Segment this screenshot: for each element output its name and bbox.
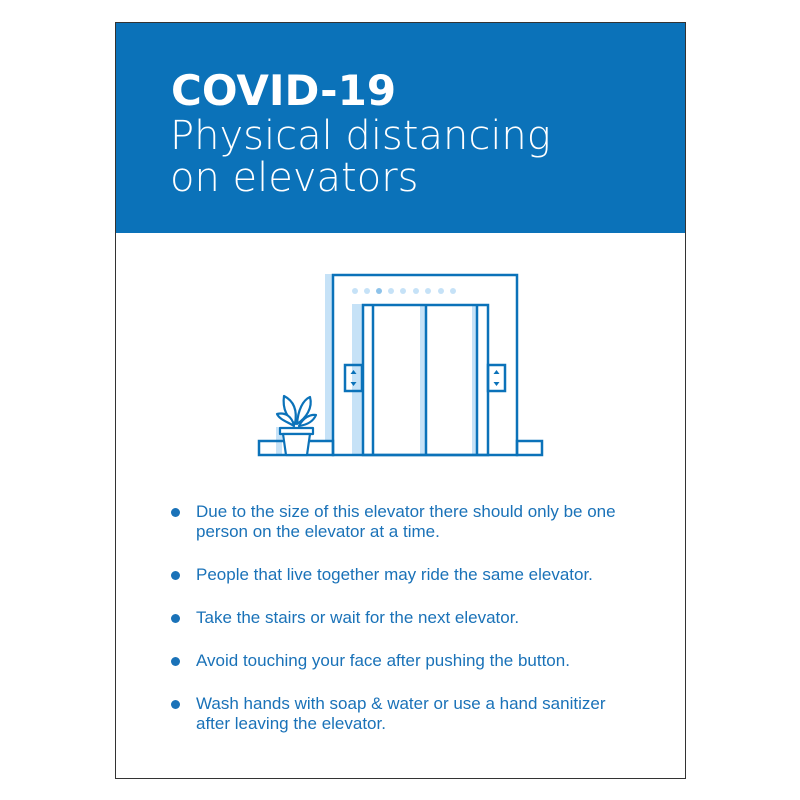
- list-item: People that live together may ride the same elevator.: [196, 565, 616, 585]
- poster-subtitle: Physical distancing on elevators: [170, 113, 551, 201]
- list-item: Due to the size of this elevator there should only be one person on the elevator at a time.: [196, 502, 616, 542]
- bullet-icon: [171, 614, 180, 623]
- potted-plant-icon: [277, 396, 316, 455]
- bullet-icon: [171, 700, 180, 709]
- guidelines-list: [196, 502, 616, 757]
- list-item: Avoid touching your face after pushing the button.: [196, 651, 616, 671]
- call-button-right: [488, 365, 505, 391]
- poster-title: COVID-19: [171, 66, 397, 115]
- bullet-icon: [171, 508, 180, 517]
- bullet-icon: [171, 571, 180, 580]
- list-item: Take the stairs or wait for the next elevator.: [196, 608, 616, 628]
- list-item: Wash hands with soap & water or use a hand sanitizer after leaving the elevator.: [196, 694, 616, 734]
- bullet-icon: [171, 657, 180, 666]
